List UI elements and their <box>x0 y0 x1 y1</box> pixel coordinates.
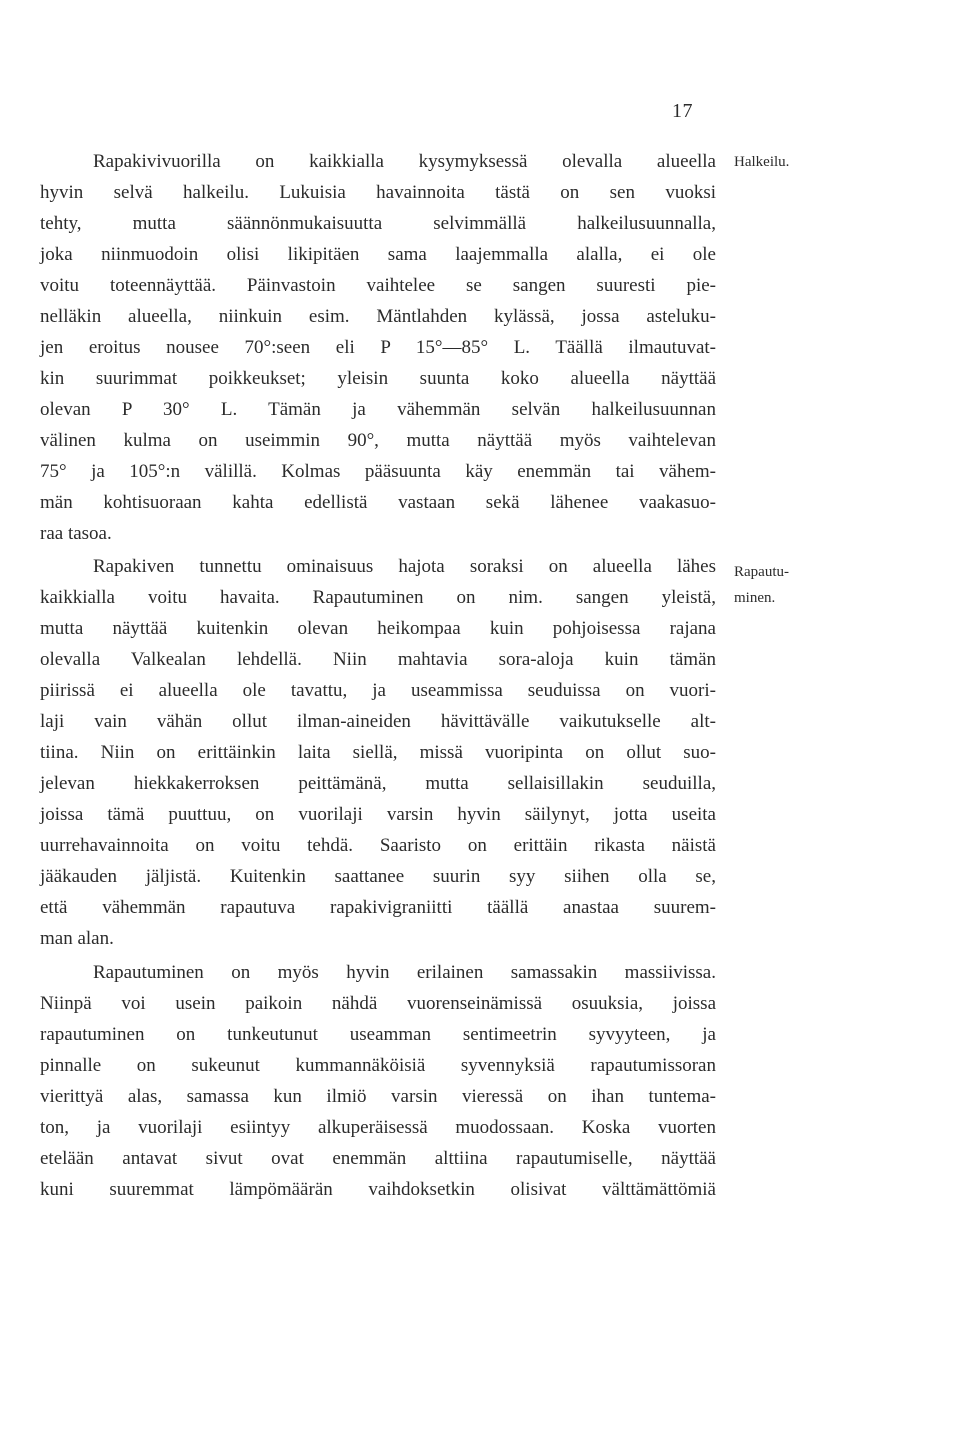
text-line: joka niinmuodoin olisi likipitäen sama laajemmalla alalla, ei ole <box>40 244 716 265</box>
text-line: rapautuminen on tunkeutunut useamman sentimeetrin syvyyteen, ja <box>40 1024 716 1045</box>
text-line: ton, ja vuorilaji esiintyy alkuperäisessä muodossaan. Koska vuorten <box>40 1117 716 1138</box>
text-line: piirissä ei alueella ole tavattu, ja useammissa seuduissa on vuori- <box>40 680 716 701</box>
text-line: olevan P 30° L. Tämän ja vähemmän selvän halkeilusuunnan <box>40 399 716 420</box>
margin-note-halkeilu: Halkeilu. <box>734 154 790 170</box>
text-line: joissa tämä puuttuu, on vuorilaji varsin hyvin säilynyt, jotta useita <box>40 804 716 825</box>
text-line: 75° ja 105°:n välillä. Kolmas pääsuunta käy enemmän tai vähem- <box>40 461 716 482</box>
text-line: Rapautuminen on myös hyvin erilainen samassakin massiivissa. <box>93 962 716 983</box>
text-line: uurrehavainnoita on voitu tehdä. Saaristo on erittäin rikasta näistä <box>40 835 716 856</box>
text-line: laji vain vähän ollut ilman-aineiden hävittävälle vaikutukselle alt- <box>40 711 716 732</box>
margin-note-rapautuminen-2: minen. <box>734 590 776 606</box>
text-line: nelläkin alueella, niinkuin esim. Mäntlahden kylässä, jossa asteluku- <box>40 306 716 327</box>
text-line: että vähemmän rapautuva rapakivigraniitti täällä anastaa suurem- <box>40 897 716 918</box>
text-line: pinnalle on sukeunut kummannäköisiä syvennyksiä rapautumissoran <box>40 1055 716 1076</box>
text-line: olevalla Valkealan lehdellä. Niin mahtavia sora-aloja kuin tämän <box>40 649 716 670</box>
text-line: tiina. Niin on erittäinkin laita siellä, missä vuoripinta on ollut suo- <box>40 742 716 763</box>
page-number: 17 <box>672 100 693 122</box>
text-line: jen eroitus nousee 70°:seen eli P 15°—85° L. Täällä ilmautuvat- <box>40 337 716 358</box>
text-line: välinen kulma on useimmin 90°, mutta näyttää myös vaihtelevan <box>40 430 716 451</box>
text-line: vierittyä alas, samassa kun ilmiö varsin vieressä on ihan tuntema- <box>40 1086 716 1107</box>
text-line: kaikkialla voitu havaita. Rapautuminen on nim. sangen yleistä, <box>40 587 716 608</box>
text-line: jääkauden jäljistä. Kuitenkin saattanee suurin syy siihen olla se, <box>40 866 716 887</box>
text-line: voitu toteennäyttää. Päinvastoin vaihtelee se sangen suuresti pie- <box>40 275 716 296</box>
text-line: etelään antavat sivut ovat enemmän alttiina rapautumiselle, näyttää <box>40 1148 716 1169</box>
text-line: tehty, mutta säännönmukaisuutta selvimmällä halkeilusuunnalla, <box>40 213 716 234</box>
text-line: Niinpä voi usein paikoin nähdä vuorenseinämissä osuuksia, joissa <box>40 993 716 1014</box>
text-line: hyvin selvä halkeilu. Lukuisia havainnoita tästä on sen vuoksi <box>40 182 716 203</box>
text-line: raa tasoa. <box>40 523 112 544</box>
text-line: Rapakivivuorilla on kaikkialla kysymyksessä olevalla alueella <box>93 151 716 172</box>
text-line: mutta näyttää kuitenkin olevan heikompaa kuin pohjoisessa rajana <box>40 618 716 639</box>
margin-note-rapautuminen-1: Rapautu- <box>734 564 789 580</box>
text-line: män kohtisuoraan kahta edellistä vastaan sekä lähenee vaakasuo- <box>40 492 716 513</box>
text-line: kuni suuremmat lämpömäärän vaihdoksetkin olisivat välttämättömiä <box>40 1179 716 1200</box>
text-line: man alan. <box>40 928 114 949</box>
text-line: kin suurimmat poikkeukset; yleisin suunta koko alueella näyttää <box>40 368 716 389</box>
text-line: Rapakiven tunnettu ominaisuus hajota soraksi on alueella lähes <box>93 556 716 577</box>
text-line: jelevan hiekkakerroksen peittämänä, mutta sellaisillakin seuduilla, <box>40 773 716 794</box>
